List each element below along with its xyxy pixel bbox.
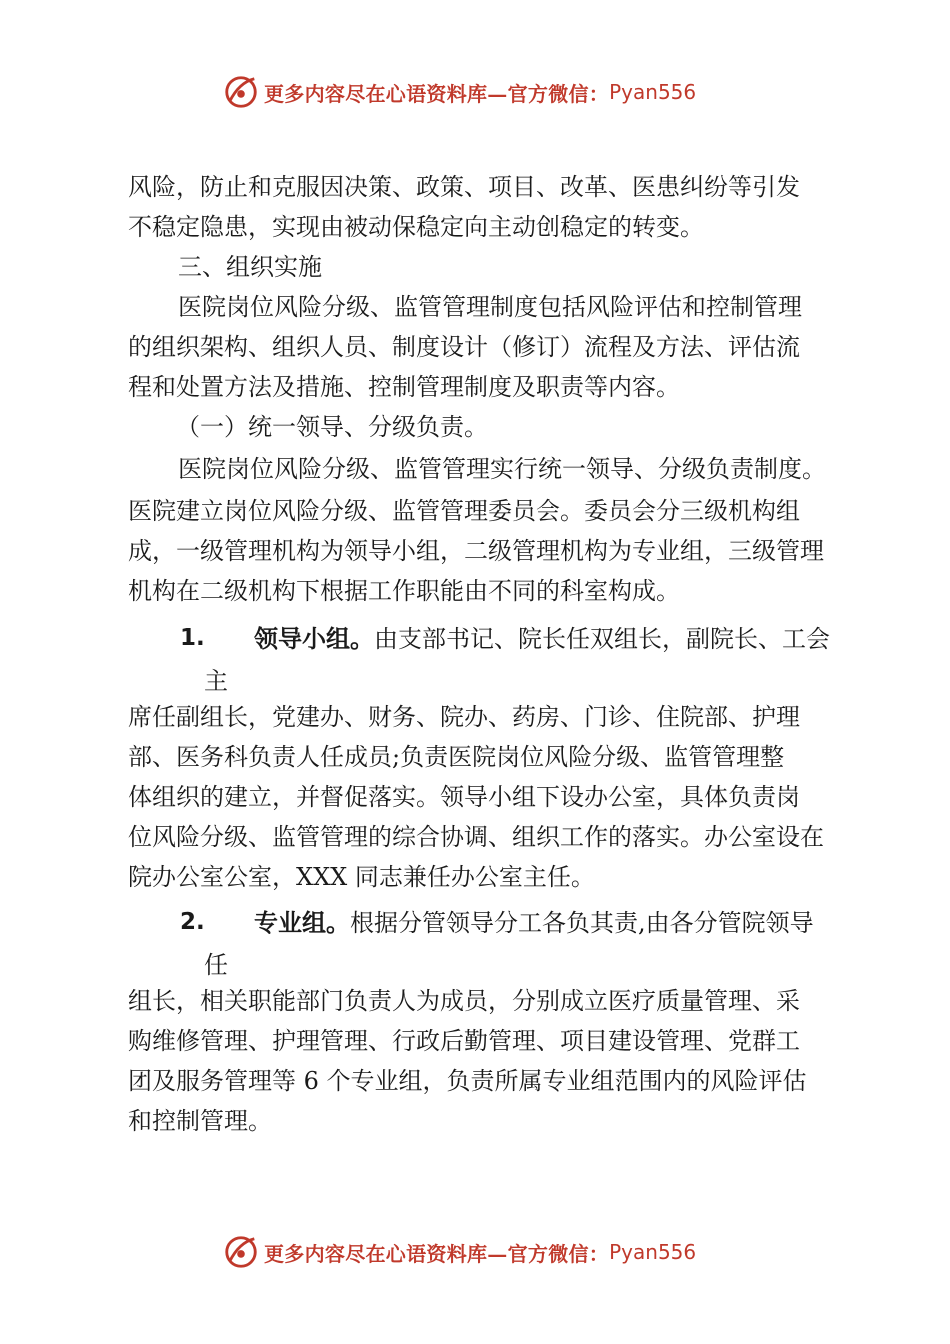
watermark-text: 更多内容尽在心语资料库—官方微信：: [264, 1241, 610, 1266]
item1-text: 由支部书记、院长任双组长，副院长、工会: [374, 625, 830, 653]
text-line: 医院建立岗位风险分级、监管管理委员会。委员会分三级机构组: [128, 497, 800, 525]
footer-watermark: [222, 1232, 696, 1272]
logo-icon: [222, 73, 260, 111]
header-watermark: [222, 72, 696, 112]
text-line: 院办公室公室，XXX 同志兼任办公室主任。: [128, 863, 595, 891]
text-line: 风险，防止和克服因决策、政策、项目、改革、医患纠纷等引发: [128, 173, 800, 201]
text-line: 部、医务科负责人任成员;负责医院岗位风险分级、监管管理整: [128, 743, 785, 771]
text-line: 团及服务管理等 6 个专业组，负责所属专业组范围内的风险评估: [128, 1067, 807, 1095]
text-line: 医院岗位风险分级、监管管理实行统一领导、分级负责制度。: [178, 455, 826, 483]
text-line: 的组织架构、组织人员、制度设计（修订）流程及方法、评估流: [128, 333, 800, 361]
watermark-text: 更多内容尽在心语资料库—官方微信：: [264, 81, 610, 106]
item2-number: 2.: [180, 909, 205, 935]
watermark-id: Pyan556: [609, 1240, 697, 1264]
item2-line: [254, 908, 814, 938]
text-line: 机构在二级机构下根据工作职能由不同的科室构成。: [128, 577, 680, 605]
text-line: 组长，相关职能部门负责人为成员，分别成立医疗质量管理、采: [128, 987, 800, 1015]
item2-text: 根据分管领导分工各负其责,由各分管院领导: [350, 909, 814, 937]
text-line: 位风险分级、监管管理的综合协调、组织工作的落实。办公室设在: [128, 823, 824, 851]
logo-icon: [222, 1233, 260, 1271]
text-line: 医院岗位风险分级、监管管理制度包括风险评估和控制管理: [178, 293, 802, 321]
text-line: 成，一级管理机构为领导小组，二级管理机构为专业组，三级管理: [128, 537, 824, 565]
text-line: 席任副组长，党建办、财务、院办、药房、门诊、住院部、护理: [128, 703, 800, 731]
text-line: 程和处置方法及措施、控制管理制度及职责等内容。: [128, 373, 680, 401]
item2-wrap: 任: [204, 951, 228, 979]
item1-wrap: 主: [204, 667, 228, 695]
text-line: 和控制管理。: [128, 1107, 272, 1135]
item1-number: 1.: [180, 625, 205, 651]
text-line: 不稳定隐患，实现由被动保稳定向主动创稳定的转变。: [128, 213, 704, 241]
subsection-heading: （一）统一领导、分级负责。: [176, 413, 488, 441]
item2-title: 专业组。: [254, 909, 350, 937]
text-line: 购维修管理、护理管理、行政后勤管理、项目建设管理、党群工: [128, 1027, 800, 1055]
text-line: 体组织的建立，并督促落实。领导小组下设办公室，具体负责岗: [128, 783, 800, 811]
item1-title: 领导小组。: [254, 625, 374, 653]
item1-line: [254, 624, 830, 654]
section-heading: 三、组织实施: [178, 253, 322, 281]
watermark-id: Pyan556: [609, 80, 697, 104]
